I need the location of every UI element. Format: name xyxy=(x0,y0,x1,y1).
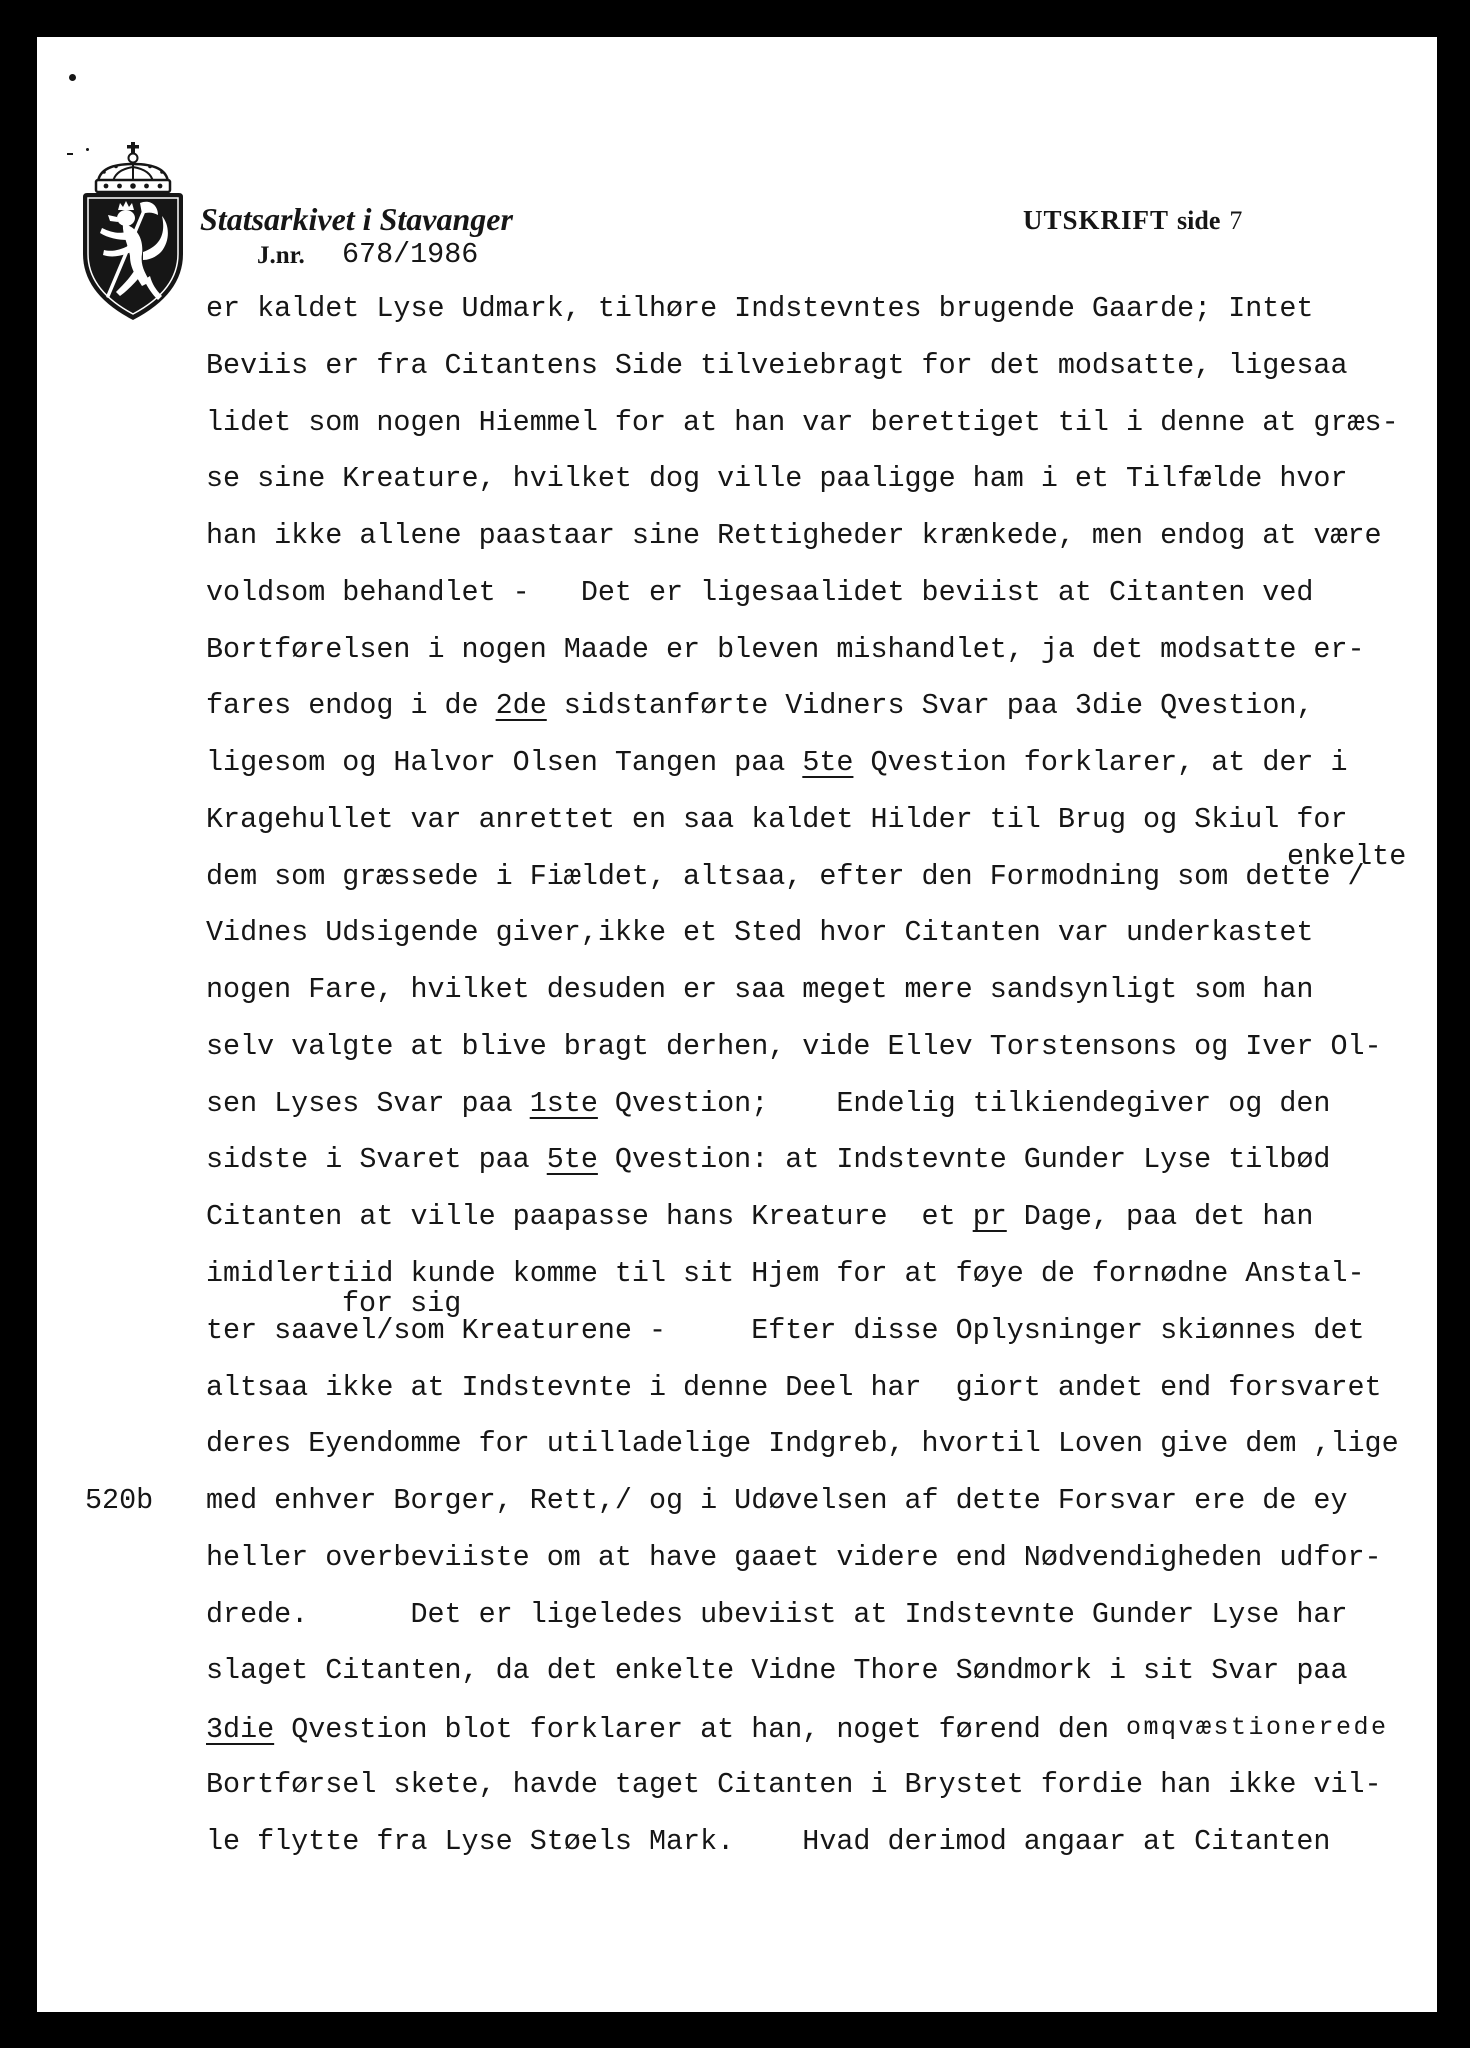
text-segment: Citanten at ville paapasse hans Kreature et xyxy=(206,1200,973,1234)
underlined-text: 5te xyxy=(802,746,854,780)
underlined-text: pr xyxy=(972,1200,1007,1234)
overtyped-text: omqvæstionerede xyxy=(1126,1713,1389,1743)
text-line xyxy=(206,905,1399,962)
document-title: UTSKRIFT xyxy=(1023,205,1170,235)
text-segment: ter saavel/som Kreaturene - Efter disse Oplysninger skiønnes det xyxy=(206,1313,1365,1347)
journal-number: 678/1986 xyxy=(342,238,479,271)
text-line xyxy=(206,1076,1399,1133)
archive-name: Statsarkivet i Stavanger xyxy=(200,201,513,237)
text-segment: voldsom behandlet - Det er ligesaalidet beviist at Citanten ved xyxy=(206,575,1314,609)
text-line xyxy=(206,1189,1399,1246)
text-line xyxy=(206,1473,1399,1530)
text-segment: altsaa ikke at Indstevnte i denne Deel har giort andet end forsvaret xyxy=(206,1370,1382,1404)
text-segment: han ikke allene paastaar sine Rettigheder krænkede, men endog at være xyxy=(206,519,1382,553)
text-segment: ligesom og Halvor Olsen Tangen paa xyxy=(206,746,803,780)
ink-speck xyxy=(67,153,73,155)
text-segment: Beviis er fra Citantens Side tilveiebragt for det modsatte, ligesaa xyxy=(206,348,1348,382)
text-segment: er kaldet Lyse Udmark, tilhøre Indstevntes brugende Gaarde; Intet xyxy=(206,292,1314,325)
text-segment: Qvestion; Endelig tilkiendegiver og den xyxy=(597,1086,1331,1120)
text-line xyxy=(206,508,1399,565)
text-segment: selv valgte at blive bragt derhen, vide Ellev Torstensons og Iver Ol- xyxy=(206,1029,1382,1063)
text-segment: drede. Det er ligeledes ubeviist at Indstevnte Gunder Lyse har xyxy=(206,1597,1348,1631)
text-line xyxy=(206,565,1399,622)
text-segment: med enhver Borger, Rett,/ og i Udøvelsen af dette Forsvar ere de ey xyxy=(206,1484,1348,1518)
text-line xyxy=(206,338,1399,395)
text-line xyxy=(206,395,1399,452)
margin-reference: 520b xyxy=(85,1484,154,1517)
text-segment: Bortførsel skete, havde taget Citanten i Brystet fordie han ikke vil- xyxy=(206,1767,1382,1801)
text-segment: le flytte fra Lyse Støels Mark. Hvad derimod angaar at Citanten xyxy=(206,1824,1331,1858)
inserted-word: enkelte xyxy=(1287,840,1407,873)
document-heading xyxy=(1023,207,1242,234)
text-segment: Qvestion: at Indstevnte Gunder Lyse tilbød xyxy=(597,1143,1331,1177)
text-line xyxy=(206,678,1399,735)
text-line xyxy=(206,622,1399,679)
text-segment: nogen Fare, hvilket desuden er saa meget mere sandsynligt som han xyxy=(206,973,1314,1007)
text-line xyxy=(206,451,1399,508)
text-segment: slaget Citanten, da det enkelte Vidne Thore Søndmork i sit Svar paa xyxy=(206,1654,1348,1688)
text-segment: Vidnes Udsigende giver,ikke et Sted hvor Citanten var underkastet xyxy=(206,916,1314,950)
text-segment: heller overbeviiste om at have gaaet videre end Nødvendigheden udfor- xyxy=(206,1540,1382,1574)
text-line xyxy=(206,1643,1399,1700)
text-line xyxy=(206,1132,1399,1189)
text-segment: deres Eyendomme for utilladelige Indgreb, hvortil Loven give dem ,lige xyxy=(206,1427,1399,1461)
text-segment: se sine Kreature, hvilket dog ville paaligge ham i et Tilfælde hvor xyxy=(206,462,1348,496)
text-line xyxy=(206,1757,1399,1814)
page-number: 7 xyxy=(1229,206,1243,235)
text-line xyxy=(206,962,1399,1019)
inserted-word: for sig xyxy=(342,1287,462,1320)
text-segment: imidlertiid kunde komme til sit Hjem for at føye de fornødne Anstal- xyxy=(206,1257,1365,1291)
text-segment: dem som græssede i Fiældet, altsaa, efter den Formodning som dette / xyxy=(206,859,1365,893)
text-segment: Dage, paa det han xyxy=(1006,1200,1314,1234)
text-line xyxy=(206,1416,1399,1473)
transcription-body xyxy=(206,281,1399,1870)
underlined-text: 5te xyxy=(546,1143,598,1177)
page-label: side xyxy=(1177,206,1221,235)
underlined-text: 1ste xyxy=(529,1086,598,1120)
underlined-text: 2de xyxy=(495,689,547,723)
text-line xyxy=(206,281,1399,338)
text-line xyxy=(206,1587,1399,1644)
text-line xyxy=(206,735,1399,792)
text-segment: lidet som nogen Hiemmel for at han var berettiget til i denne at græs- xyxy=(206,405,1399,439)
text-segment: sidstanførte Vidners Svar paa 3die Qvestion, xyxy=(546,689,1314,723)
text-segment: Qvestion blot forklarer at han, noget førend den xyxy=(274,1713,1127,1747)
text-segment: Qvestion forklarer, at der i xyxy=(853,746,1348,780)
text-segment: Bortførelsen i nogen Maade er bleven mishandlet, ja det modsatte er- xyxy=(206,632,1365,666)
text-line xyxy=(206,1360,1399,1417)
text-line xyxy=(206,1700,1399,1757)
text-segment: fares endog i de xyxy=(206,689,496,723)
text-line xyxy=(206,1530,1399,1587)
text-line xyxy=(206,1019,1399,1076)
text-segment: sen Lyses Svar paa xyxy=(206,1086,530,1120)
text-line xyxy=(206,849,1399,906)
norwegian-coat-of-arms-icon xyxy=(80,142,186,322)
journal-number-label: J.nr. xyxy=(257,242,305,269)
ink-speck xyxy=(69,74,76,81)
text-line xyxy=(206,1814,1399,1871)
text-segment: Kragehullet var anrettet en saa kaldet Hilder til Brug og Skiul for xyxy=(206,802,1348,836)
text-segment: sidste i Svaret paa xyxy=(206,1143,547,1177)
underlined-text: 3die xyxy=(206,1713,275,1747)
text-line xyxy=(206,792,1399,849)
